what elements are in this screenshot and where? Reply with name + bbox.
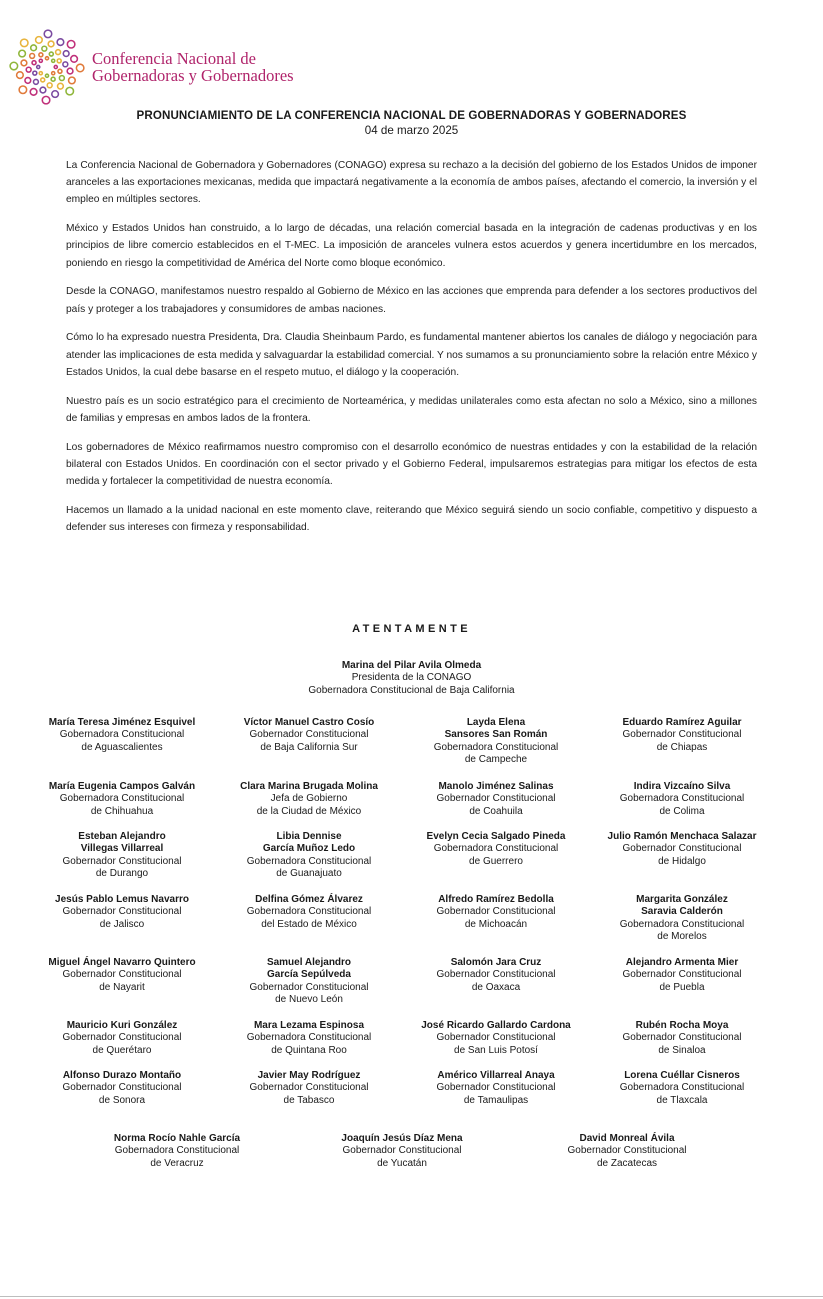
signatory-block [49, 781, 195, 818]
signatory-name: Libia Dennise [276, 831, 342, 842]
signatory-state: de Querétaro [92, 1044, 152, 1056]
signatory-block [48, 957, 195, 994]
signatory-name: Jesús Pablo Lemus Navarro [55, 894, 189, 905]
signatory-block [240, 781, 378, 818]
logo-dot [63, 51, 69, 57]
signatory-state: de Chihuahua [90, 805, 154, 817]
signatory-state: de Coahuila [469, 805, 523, 817]
signatory-name: Mauricio Kuri González [66, 1020, 178, 1031]
signatory-name: Miguel Ángel Navarro Quintero [48, 957, 196, 968]
signatory-name: Samuel Alejandro [266, 957, 352, 968]
paragraph: Cómo lo ha expresado nuestra Presidenta, Dra. Claudia Sheinbaum Pardo, es fundamental mantener abiertos los canales de diálogo y negociación para atender las implicaciones de esta medida y salvaguardar la estabilidad comercial. Y nos sumamos a su pronunciamiento sobre la relación entre México y Estados Unidos, la cual debe basarse en el respeto mutuo, el diálogo y la cooperación. [66, 332, 757, 378]
signatory-name: Eduardo Ramírez Aguilar [622, 717, 742, 728]
logo-dot [39, 59, 42, 62]
signatory-title: Gobernador Constitucional [436, 906, 556, 918]
signatory-name: Mara Lezama Espinosa [253, 1020, 365, 1031]
signatory-block [341, 1133, 462, 1170]
signatory-block [437, 894, 556, 931]
logo-dot [71, 56, 78, 63]
closing-salutation: ATENTAMENTE [352, 623, 471, 635]
logo-dot [47, 83, 52, 88]
signatory-state: de la Ciudad de México [256, 805, 362, 817]
signatory-block [434, 717, 559, 766]
letterhead [8, 28, 294, 106]
signatory-name: María Teresa Jiménez Esquivel [48, 717, 196, 728]
signatory-name: Esteban Alejandro [78, 831, 166, 842]
signatory-block [63, 1070, 182, 1107]
signatory-state: de Baja California Sur [260, 741, 358, 753]
signatory-state: del Estado de México [261, 918, 357, 930]
signatory-state: de Hidalgo [658, 855, 706, 867]
president-signature [0, 660, 823, 697]
signatory-block [247, 1020, 372, 1057]
signatory-name: Layda Elena [466, 717, 526, 728]
signatory-state: de Campeche [464, 753, 528, 765]
logo-dot [42, 96, 50, 104]
logo-dot [44, 30, 52, 38]
signatory-name: Alfredo Ramírez Bedolla [438, 894, 554, 905]
signatory-title: Gobernador Constitucional [622, 969, 742, 981]
logo-dot [76, 64, 84, 72]
document-date: 04 de marzo 2025 [364, 124, 459, 137]
signatory-state: de Chiapas [656, 741, 708, 753]
signatory-name: Joaquín Jesús Díaz Mena [341, 1133, 463, 1144]
signatory-name: Javier May Rodríguez [257, 1070, 361, 1081]
signatory-block [247, 831, 372, 880]
signatory-state: de Yucatán [377, 1157, 427, 1169]
signatory-block [608, 831, 757, 868]
logo-dot [31, 45, 37, 51]
signatory-state: de Nayarit [99, 981, 145, 993]
signatory-name: Manolo Jiménez Salinas [438, 781, 554, 792]
signatory-title: Gobernador Constitucional [436, 1082, 556, 1094]
signatory-state: de Tamaulipas [463, 1094, 529, 1106]
logo-dot [39, 53, 43, 57]
signatory-block [568, 1133, 687, 1170]
signatory-block [427, 831, 566, 868]
signatory-block [437, 957, 556, 994]
logo-dot [39, 72, 42, 75]
logo-dot [52, 72, 55, 75]
signatory-name: Villegas Villarreal [80, 843, 164, 855]
signatory-title: Gobernador Constitucional [436, 969, 556, 981]
signatory-state: de Veracruz [150, 1157, 204, 1169]
paragraph: Los gobernadores de México reafirmamos nuestro compromiso con el desarrollo económico de nuestras entidades y con la estabilidad de la relación bilateral con Estados Unidos. En coordinación con el sector privado y el Gobierno Federal, impulsaremos estrategias para mitigar los efectos de esta medida y fortalecer la competitividad de nuestra economía. [66, 441, 757, 488]
logo-dot [10, 62, 18, 70]
organization-name-line-1: Conferencia Nacional de [92, 49, 257, 68]
signatory-title: Gobernadora Constitucional [433, 843, 559, 855]
logo-dot [40, 87, 46, 93]
signatory-block [437, 1070, 556, 1107]
logo-dot [33, 79, 38, 84]
signatory-title: Gobernador Constitucional [436, 793, 556, 805]
signatory-title: Gobernador Constitucional [622, 1032, 742, 1044]
logo-dot [25, 78, 31, 84]
signatory-name: Víctor Manuel Castro Cosío [243, 717, 375, 728]
logo-dot [66, 87, 74, 95]
logo-dot [48, 41, 54, 47]
signatory-block [114, 1133, 240, 1170]
president-name: Marina del Pilar Avila Olmeda [341, 660, 482, 671]
signatory-name: José Ricardo Gallardo Cardona [421, 1020, 571, 1031]
signatory-state: de Durango [95, 867, 149, 879]
signatory-state: de Nuevo León [275, 993, 343, 1005]
signatory-state: de Sonora [98, 1094, 146, 1106]
logo-dot [37, 65, 40, 68]
signatory-name: Julio Ramón Menchaca Salazar [607, 831, 757, 842]
signatory-title: Gobernadora Constitucional [619, 793, 745, 805]
signatory-title: Gobernadora Constitucional [114, 1145, 240, 1157]
signatory-name: David Monreal Ávila [579, 1133, 675, 1144]
signatory-name: Américo Villarreal Anaya [437, 1070, 555, 1081]
signatory-state: de Zacatecas [596, 1157, 658, 1169]
signatory-state: de Jalisco [99, 918, 145, 930]
signatory-title: Gobernador Constitucional [62, 1032, 182, 1044]
organization-name [92, 50, 294, 84]
signatory-block [49, 717, 196, 754]
logo-dot [49, 52, 53, 56]
logo-dot [63, 62, 68, 67]
signatory-state: de Tabasco [283, 1094, 335, 1106]
paragraph: Nuestro país es un socio estratégico para el crecimiento de Norteamérica, y medidas unilaterales como esta afectan no solo a México, sino a millones de familias y empresas en ambos lados de la frontera. [66, 395, 757, 424]
signatory-block [63, 831, 182, 880]
signatory-name: Margarita González [636, 894, 728, 905]
signatory-state: de Michoacán [464, 918, 528, 930]
logo-dot [33, 71, 37, 75]
signatory-name: Norma Rocío Nahle García [113, 1133, 241, 1144]
logo-dot [36, 37, 43, 44]
signatory-block [244, 717, 375, 754]
signatory-block [250, 957, 369, 1006]
signatory-name: García Sepúlveda [267, 969, 351, 981]
signatory-title: Gobernadora Constitucional [246, 855, 372, 867]
logo-dot [52, 91, 59, 98]
signatory-title: Gobernadora Constitucional [246, 1032, 372, 1044]
signatory-state: de Guanajuato [276, 867, 342, 879]
signatory-state: de Colima [659, 805, 705, 817]
signatory-block [63, 1020, 182, 1057]
signatory-title: Gobernador Constitucional [62, 906, 182, 918]
president-role: Presidenta de la CONAGO [351, 672, 472, 684]
signatory-block [623, 1020, 742, 1057]
signatory-block [437, 781, 556, 818]
paragraph: Desde la CONAGO, manifestamos nuestro respaldo al Gobierno de México en las acciones que emprenda para defender a los sectores productivos del país y proteger a los trabajadores y consumidores de ambas naciones. [66, 286, 757, 315]
signatory-title: Gobernador Constitucional [62, 855, 182, 867]
document-body [66, 157, 757, 548]
signatory-title: Gobernador Constitucional [622, 843, 742, 855]
logo-dot [30, 53, 35, 58]
signatory-block [622, 717, 741, 754]
signatory-name: Alfonso Durazo Montaño [62, 1070, 182, 1081]
signatory-state: de Guerrero [469, 855, 523, 867]
logo-dot [59, 76, 64, 81]
signatory-title: Gobernador Constitucional [249, 981, 369, 993]
signatory-name: Evelyn Cecia Salgado Pineda [426, 831, 566, 842]
logo-dot [52, 59, 55, 62]
signatory-name: Lorena Cuéllar Cisneros [624, 1070, 740, 1081]
paragraph: México y Estados Unidos han construido, a lo largo de décadas, una relación comercial basada en la integración de cadenas productivas y en los principios de libre comercio establecidos en el T-MEC. La imposición de aranceles vulnera estos acuerdos y genera incertidumbre en los mercados, poniendo en riesgo la competitividad de América del Norte como bloque económico. [66, 223, 757, 269]
signatory-title: Gobernadora Constitucional [433, 741, 559, 753]
logo-dot [19, 50, 26, 57]
paragraph: Hacemos un llamado a la unidad nacional en este momento clave, reiterando que México seguirá siendo un socio confiable, competitivo y dispuesto a defender sus intereses con firmeza y responsabilidad. [66, 504, 757, 534]
signatory-title: Gobernador Constitucional [62, 969, 182, 981]
page-bottom-edge [0, 1296, 823, 1297]
signatory-name: García Muñoz Ledo [262, 843, 356, 855]
signatory-state: de Oaxaca [471, 981, 521, 993]
logo-dot [19, 86, 27, 94]
signatory-name: Indira Vizcaíno Silva [633, 781, 731, 792]
logo-dot [17, 72, 24, 79]
signatory-title: Gobernador Constitucional [249, 1082, 369, 1094]
signatory-block [620, 781, 745, 818]
signatory-name: Alejandro Armenta Mier [625, 957, 739, 968]
signatory-title: Gobernadora Constitucional [619, 918, 745, 930]
signatory-name: Sansores San Román [444, 729, 548, 741]
logo-dot [21, 60, 27, 66]
signatory-title: Gobernador Constitucional [62, 1082, 182, 1094]
logo-dot [42, 46, 47, 51]
signatory-state: de Quintana Roo [271, 1044, 347, 1056]
paragraph: La Conferencia Nacional de Gobernadora y Gobernadores (CONAGO) expresa su rechazo a la decisión del gobierno de los Estados Unidos de imponer aranceles a las exportaciones mexicanas, medida que impactará negativamente a la economía de ambos países, afectando el comercio, la inversión y el empleo en múltiples sectores. [66, 160, 757, 206]
signatory-name: María Eugenia Campos Galván [48, 781, 196, 792]
logo-dot [67, 40, 75, 48]
signatory-state: de Aguascalientes [81, 741, 163, 753]
signatory-state: de Morelos [657, 930, 707, 942]
signatory-block [247, 894, 372, 931]
signatory-title: Jefa de Gobierno [270, 793, 348, 805]
signatory-state: de Tlaxcala [656, 1094, 708, 1106]
logo-dot [54, 65, 57, 68]
logo-dot [30, 89, 37, 96]
logo-dot [41, 78, 45, 82]
signatory-title: Gobernadora Constitucional [59, 729, 185, 741]
signatory-state: de San Luis Potosí [454, 1044, 538, 1056]
logo-dot [45, 57, 48, 60]
signatory-title: Gobernador Constitucional [567, 1145, 687, 1157]
signatory-block [620, 894, 745, 943]
signatory-name: Saravia Calderón [641, 906, 723, 918]
signatory-block [421, 1020, 571, 1057]
signatory-block [55, 894, 189, 931]
signatory-name: Delfina Gómez Álvarez [255, 894, 363, 905]
signatory-state: de Puebla [659, 981, 705, 993]
signatory-title: Gobernadora Constitucional [59, 793, 185, 805]
logo-dot [32, 61, 36, 65]
signatory-title: Gobernadora Constitucional [246, 906, 372, 918]
logo-dot [57, 39, 64, 46]
logo-dot [67, 68, 73, 74]
logo-dot [26, 67, 31, 72]
logo-dot [69, 77, 76, 84]
signatory-name: Rubén Rocha Moya [635, 1020, 729, 1031]
signatory-title: Gobernadora Constitucional [619, 1082, 745, 1094]
logo-dot [57, 59, 61, 63]
signatory-block [620, 1070, 745, 1107]
signatory-block [250, 1070, 369, 1107]
logo-dot [45, 74, 48, 77]
signatory-block [623, 957, 742, 994]
logo-dot [56, 50, 61, 55]
conago-logo-icon [8, 28, 86, 106]
logo-dot [58, 69, 62, 73]
signatory-name: Clara Marina Brugada Molina [240, 781, 378, 792]
signatory-name: Salomón Jara Cruz [450, 957, 542, 968]
signatory-title: Gobernador Constitucional [436, 1032, 556, 1044]
president-state: Gobernadora Constitucional de Baja California [308, 684, 515, 696]
logo-dot [51, 77, 55, 81]
organization-name-line-2: Gobernadoras y Gobernadores [92, 66, 294, 85]
signatory-state: de Sinaloa [658, 1044, 706, 1056]
document-title: PRONUNCIAMIENTO DE LA CONFERENCIA NACIONAL DE GOBERNADORAS Y GOBERNADORES [136, 109, 687, 122]
signatory-title: Gobernador Constitucional [622, 729, 742, 741]
logo-dot [58, 83, 64, 89]
signatory-title: Gobernador Constitucional [249, 729, 369, 741]
signatory-title: Gobernador Constitucional [342, 1145, 462, 1157]
logo-dot [20, 39, 28, 47]
